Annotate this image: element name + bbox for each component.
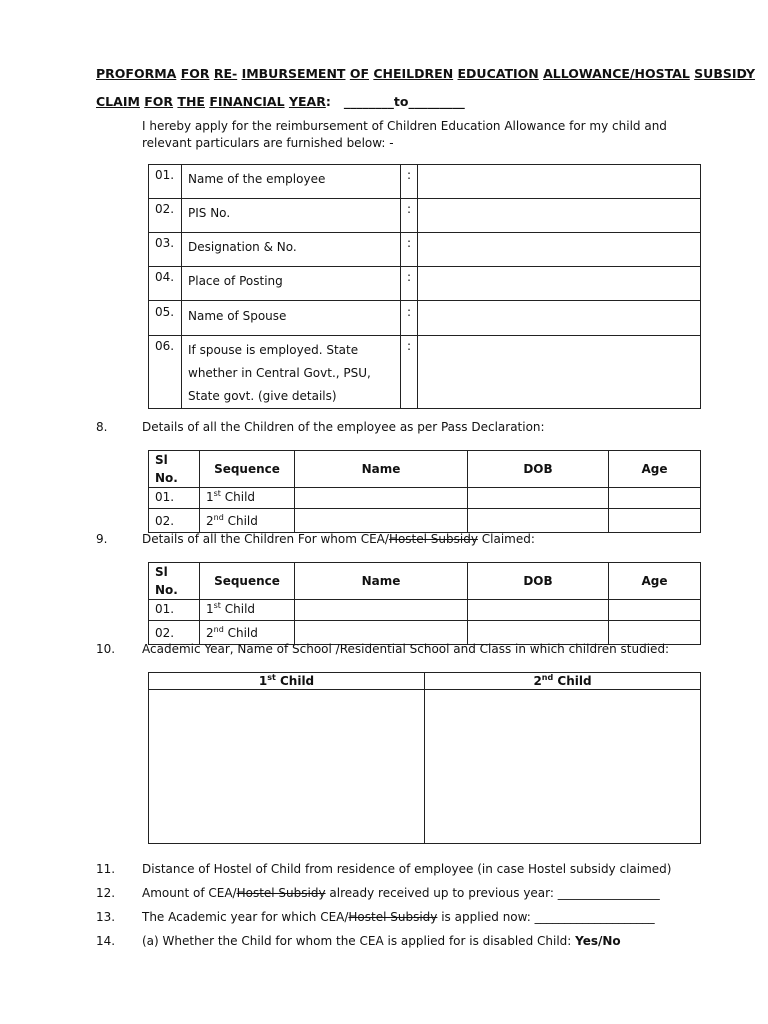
table-row xyxy=(149,165,701,199)
item-12-text[interactable]: Amount of CEA/Hostel Subsidy already received up to previous year: _________________ xyxy=(142,886,660,900)
child-dob-field[interactable] xyxy=(468,488,609,509)
designation-field[interactable] xyxy=(418,233,701,267)
pis-no-field[interactable] xyxy=(418,199,701,233)
row-separator: : xyxy=(401,165,418,199)
title-word: THE xyxy=(177,94,205,109)
item-13-text[interactable]: The Academic year for which CEA/Hostel Subsidy is applied now: ____________________ xyxy=(142,910,655,924)
table-row xyxy=(149,301,701,336)
child-name-field[interactable] xyxy=(295,621,468,645)
table-header-row xyxy=(149,563,701,600)
cell-sequence: 2nd Child xyxy=(200,621,295,645)
table-row xyxy=(149,488,701,509)
place-of-posting-field[interactable] xyxy=(418,267,701,301)
child-dob-field[interactable] xyxy=(468,621,609,645)
row-label: Place of Posting xyxy=(182,267,401,301)
table-header-row xyxy=(149,673,701,690)
table-row xyxy=(149,509,701,533)
column-header: Sequence xyxy=(200,563,295,600)
title-word: EDUCATION xyxy=(457,66,539,81)
row-number: 02. xyxy=(149,199,182,233)
child-age-field[interactable] xyxy=(609,621,701,645)
table-row xyxy=(149,336,701,409)
child-name-field[interactable] xyxy=(295,509,468,533)
cell-sl-no: 01. xyxy=(149,488,200,509)
form-title-line1 xyxy=(96,66,755,81)
child-age-field[interactable] xyxy=(609,509,701,533)
row-number: 03. xyxy=(149,233,182,267)
row-separator: : xyxy=(401,233,418,267)
cell-sequence: 1st Child xyxy=(200,488,295,509)
column-header: Sl No. xyxy=(149,563,200,600)
row-label: Designation & No. xyxy=(182,233,401,267)
column-header: Age xyxy=(609,563,701,600)
section-10-text: Academic Year, Name of School /Residential School and Class in which children studied: xyxy=(142,642,670,656)
section-8-text: Details of all the Children of the employee as per Pass Declaration: xyxy=(142,420,545,434)
employee-name-field[interactable] xyxy=(418,165,701,199)
child-age-field[interactable] xyxy=(609,488,701,509)
cell-sl-no: 02. xyxy=(149,621,200,645)
row-number: 06. xyxy=(149,336,182,409)
child-dob-field[interactable] xyxy=(468,600,609,621)
title-word: FINANCIAL xyxy=(209,94,285,109)
spouse-employment-field[interactable] xyxy=(418,336,701,409)
table-row xyxy=(149,233,701,267)
title-colon: : xyxy=(325,94,331,109)
table-row xyxy=(149,690,701,844)
column-header: Name xyxy=(295,563,468,600)
column-header: DOB xyxy=(468,563,609,600)
title-word: YEAR xyxy=(288,94,326,109)
item-number: 11. xyxy=(96,862,116,876)
child-name-field[interactable] xyxy=(295,600,468,621)
title-word: SUBSIDY xyxy=(694,66,756,81)
financial-year-blank[interactable]: ________to_________ xyxy=(343,94,465,109)
title-word: RE- xyxy=(213,66,238,81)
title-word: PROFORMA xyxy=(96,66,177,81)
row-separator: : xyxy=(401,199,418,233)
item-14-text: (a) Whether the Child for whom the CEA is applied for is disabled Child: Yes/No xyxy=(142,934,621,948)
row-number: 01. xyxy=(149,165,182,199)
cell-sequence: 2nd Child xyxy=(200,509,295,533)
child-age-field[interactable] xyxy=(609,600,701,621)
row-number: 05. xyxy=(149,301,182,336)
item-number: 12. xyxy=(96,886,116,900)
column-header: Sequence xyxy=(200,451,295,488)
column-header: 2nd Child xyxy=(425,673,701,690)
row-separator: : xyxy=(401,267,418,301)
row-label: PIS No. xyxy=(182,199,401,233)
row-label: Name of Spouse xyxy=(182,301,401,336)
table-row xyxy=(149,600,701,621)
cell-sl-no: 01. xyxy=(149,600,200,621)
item-11-text: Distance of Hostel of Child from residence of employee (in case Hostel subsidy claimed) xyxy=(142,862,672,876)
title-word: CLAIM xyxy=(96,94,140,109)
second-child-school-field[interactable] xyxy=(425,690,701,844)
cea-children-table xyxy=(148,562,701,645)
table-row xyxy=(149,199,701,233)
section-9-text: Details of all the Children For whom CEA/Hostel Subsidy Claimed: xyxy=(142,532,535,546)
table-row xyxy=(149,267,701,301)
cell-sl-no: 02. xyxy=(149,509,200,533)
column-header: DOB xyxy=(468,451,609,488)
row-separator: : xyxy=(401,301,418,336)
item-number: 14. xyxy=(96,934,116,948)
child-name-field[interactable] xyxy=(295,488,468,509)
spouse-name-field[interactable] xyxy=(418,301,701,336)
intro-line-1: I hereby apply for the reimbursement of Children Education Allowance for my child and xyxy=(142,119,667,133)
title-word: ALLOWANCE/HOSTAL xyxy=(543,66,690,81)
school-details-table xyxy=(148,672,701,844)
section-number: 9. xyxy=(96,532,108,546)
column-header: Sl No. xyxy=(149,451,200,488)
intro-line-2: relevant particulars are furnished below: - xyxy=(142,136,394,150)
row-label: Name of the employee xyxy=(182,165,401,199)
title-word: FOR xyxy=(144,94,174,109)
column-header: 1st Child xyxy=(149,673,425,690)
column-header: Age xyxy=(609,451,701,488)
children-table xyxy=(148,450,701,533)
form-title-line2 xyxy=(96,94,465,109)
first-child-school-field[interactable] xyxy=(149,690,425,844)
title-word: IMBURSEMENT xyxy=(241,66,346,81)
yes-no-answer[interactable]: Yes/No xyxy=(575,934,621,948)
item-number: 13. xyxy=(96,910,116,924)
table-row xyxy=(149,621,701,645)
child-dob-field[interactable] xyxy=(468,509,609,533)
title-word: FOR xyxy=(180,66,210,81)
row-number: 04. xyxy=(149,267,182,301)
cell-sequence: 1st Child xyxy=(200,600,295,621)
row-separator: : xyxy=(401,336,418,409)
table-header-row xyxy=(149,451,701,488)
section-number: 8. xyxy=(96,420,108,434)
column-header: Name xyxy=(295,451,468,488)
employee-particulars-table xyxy=(148,164,701,409)
section-number: 10. xyxy=(96,642,116,656)
row-label: If spouse is employed. State whether in Central Govt., PSU, State govt. (give details) xyxy=(182,336,401,409)
title-word: CHEILDREN xyxy=(373,66,454,81)
title-word: OF xyxy=(349,66,369,81)
